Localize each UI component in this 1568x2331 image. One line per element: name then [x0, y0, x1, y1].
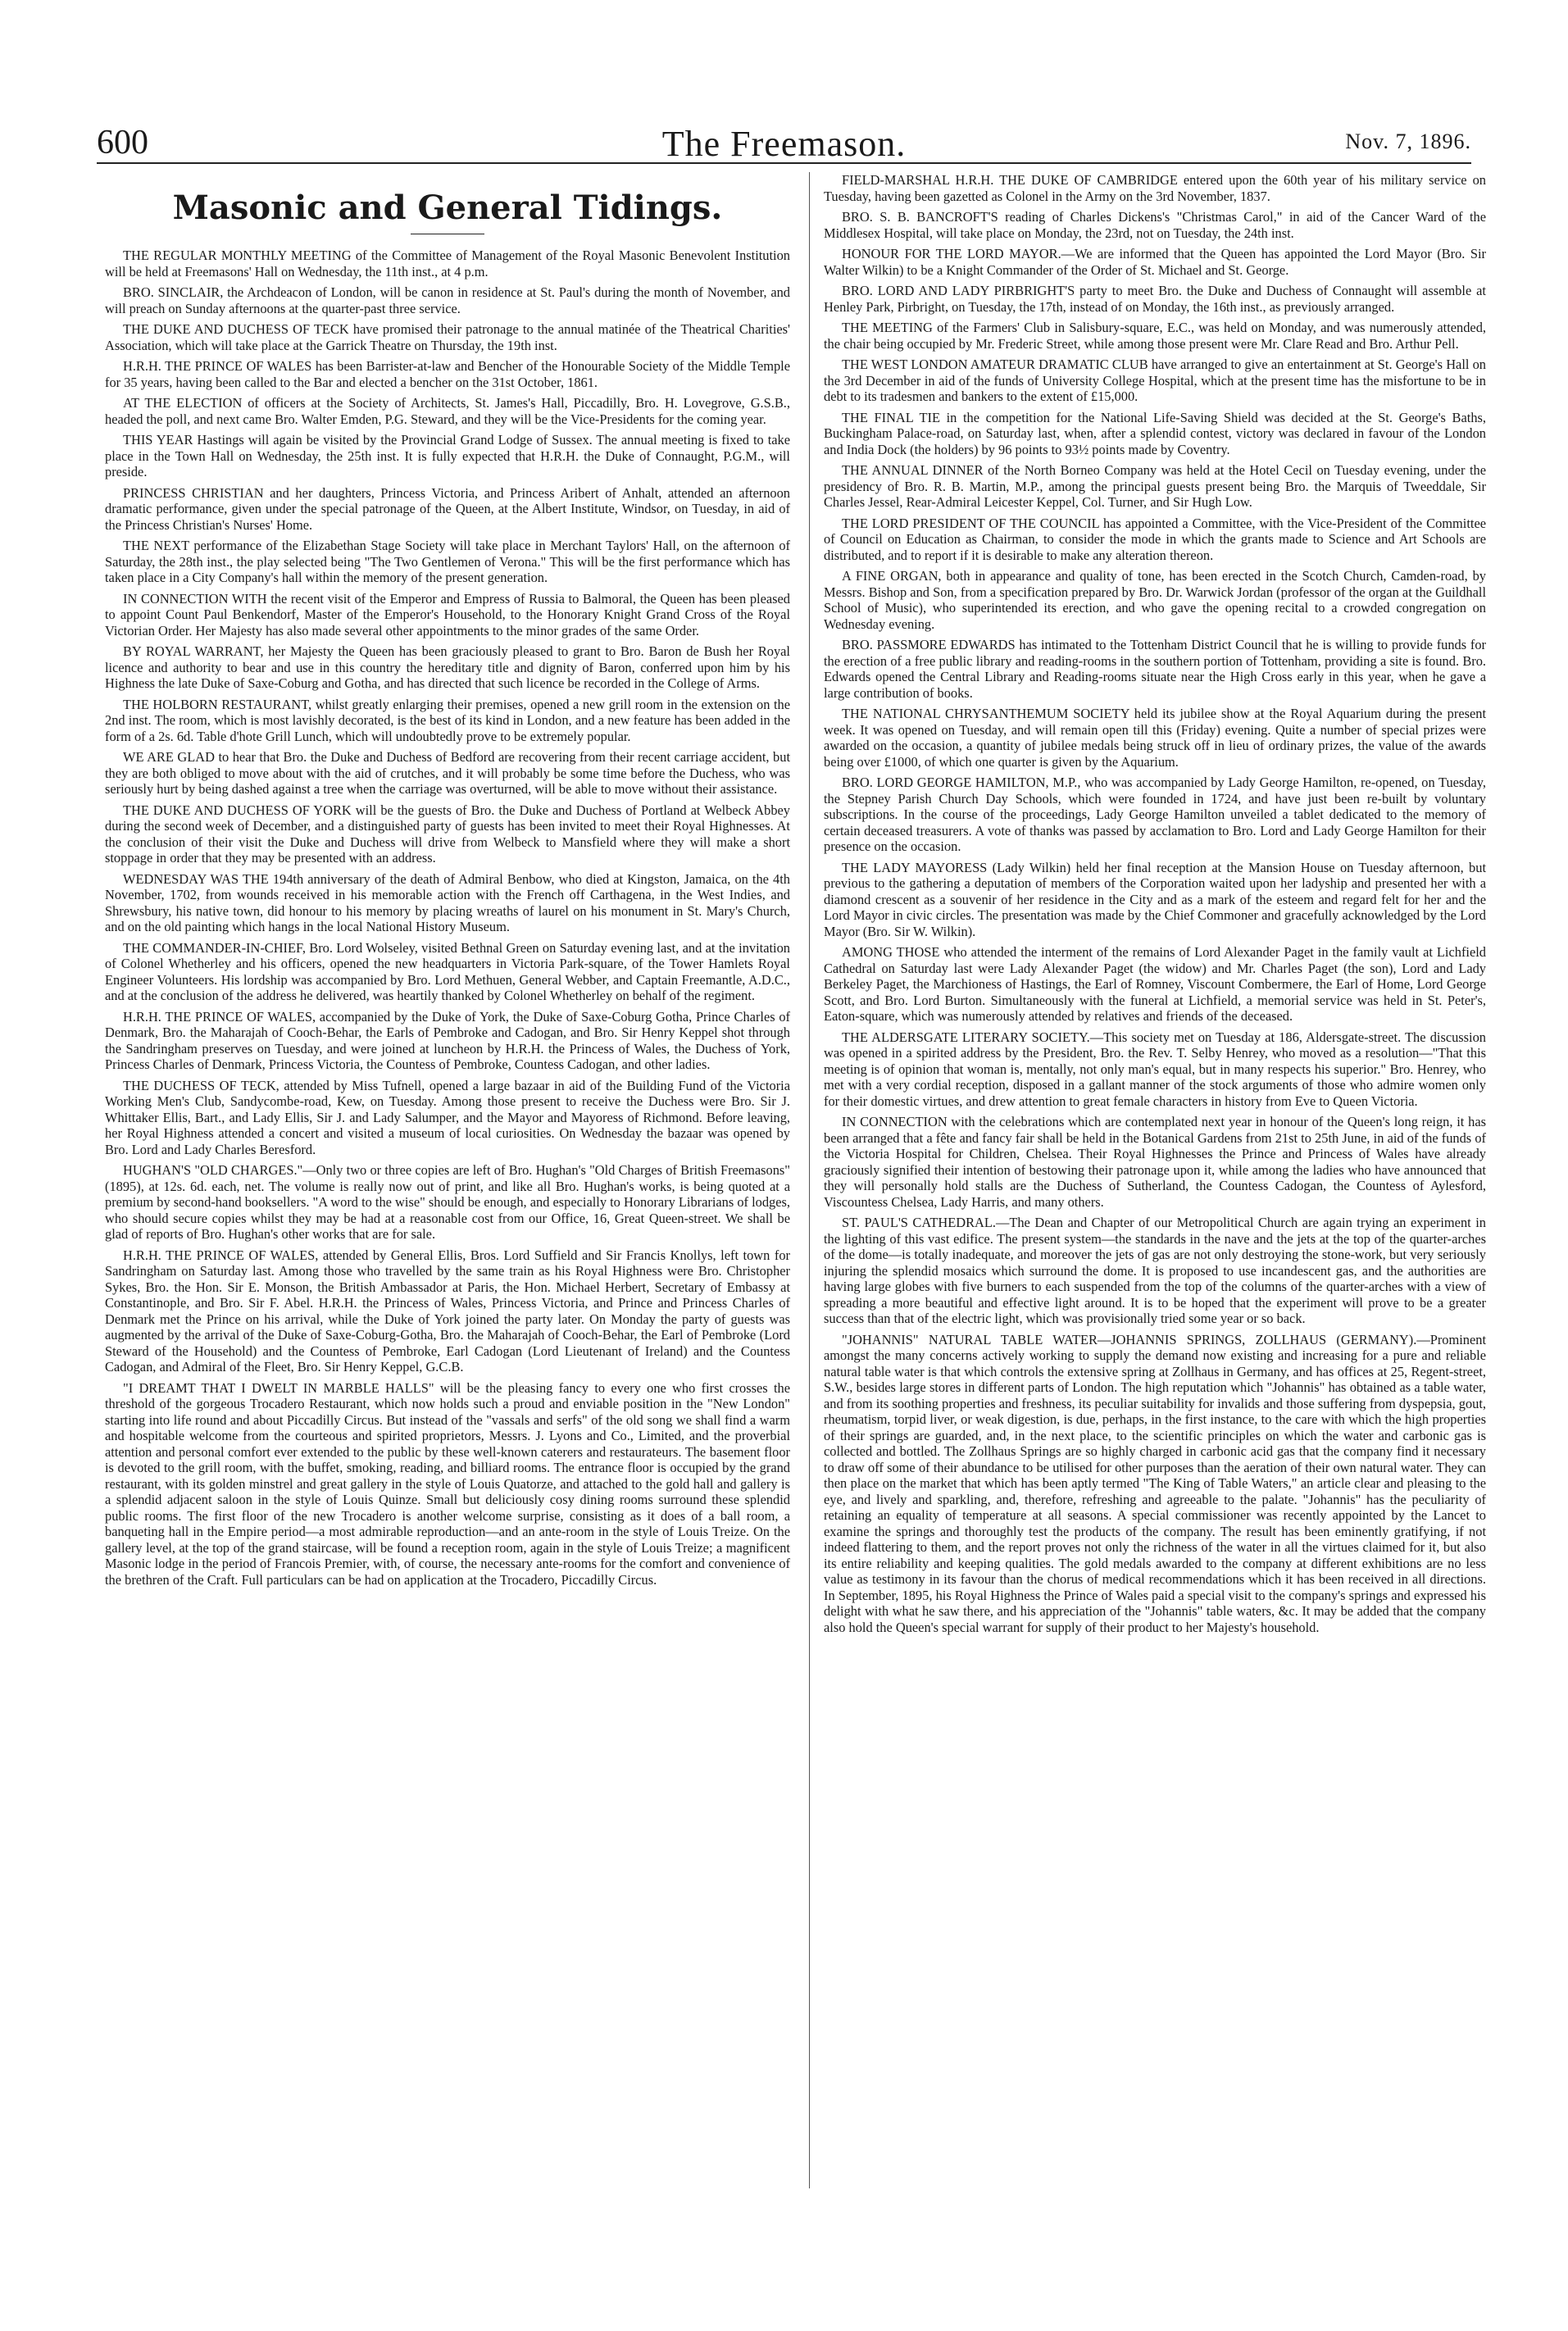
- news-paragraph: THE COMMANDER-IN-CHIEF, Bro. Lord Wolseley, visited Bethnal Green on Saturday evening last, and at the invitation of Colonel Whetherley and his officers, opened the new headquarters in Victoria Park-square, of the Tower Hamlets Royal Engineer Volunteers. His lordship was accompanied by Bro. Lord Methuen, General Webber, and Captain Freemantle, A.D.C., and at the conclusion of the address he delivered, was heartily thanked by Colonel Whetherley on behalf of the regiment.: [105, 939, 790, 1003]
- news-paragraph: THE ALDERSGATE LITERARY SOCIETY.—This society met on Tuesday at 186, Aldersgate-street. The discussion was opened in a spirited address by the President, Bro. the Rev. T. Selby Henrey, who moved as a resolution—"That this meeting is of opinion that woman is, mentally, not only man's equal, but in many respects his superior." Bro. Henrey, who met with a very cordial reception, disposed in a gallant manner of the stock arguments of those who admire women only for their domestic virtues, and drew attention to great female characters in history from Eve to Queen Victoria.: [824, 1029, 1486, 1109]
- news-paragraph: THE WEST LONDON AMATEUR DRAMATIC CLUB have arranged to give an entertainment at St. George's Hall on the 3rd December in aid of the funds of University College Hospital, which at the present time has the misfortune to be in debt to its tradesmen and bankers to the extent of £15,000.: [824, 357, 1486, 404]
- news-paragraph: IN CONNECTION WITH the recent visit of the Emperor and Empress of Russia to Balmoral, the Queen has been pleased to appoint Count Paul Benkendorf, Master of the Emperor's Household, to the Honorary Knight Grand Cross of the Royal Victorian Order. Her Majesty has also made several other appointments to the minor grades of the same Order.: [105, 590, 790, 638]
- news-paragraph: BRO. S. B. BANCROFT'S reading of Charles Dickens's "Christmas Carol," in aid of the Cancer Ward of the Middlesex Hospital, will take place on Monday, the 23rd, not on Tuesday, the 24th inst.: [824, 209, 1486, 241]
- news-paragraph: WEDNESDAY WAS THE 194th anniversary of the death of Admiral Benbow, who died at Kingston, Jamaica, on the 4th November, 1702, from wounds received in his memorable action with the French off Carthagena, in the West Indies, and Shrewsbury, his native town, did honour to his memory by placing wreaths of laurel on his monument in St. Mary's Church, and on the old painting which hangs in the local National History Museum.: [105, 870, 790, 934]
- news-paragraph: THE LADY MAYORESS (Lady Wilkin) held her final reception at the Mansion House on Tuesday afternoon, but previous to the gathering a deputation of members of the Corporation waited upon her ladyship and presented her with a diamond crescent as a souvenir of her residence in the City and as a mark of the esteem and regard felt for her and the Lord Mayor in civic circles. The presentation was made by the Chief Commoner and gracefully acknowledged by the Lord Mayor (Bro. Sir W. Wilkin).: [824, 859, 1486, 939]
- news-paragraph: HONOUR FOR THE LORD MAYOR.—We are informed that the Queen has appointed the Lord Mayor (Bro. Sir Walter Wilkin) to be a Knight Commander of the Order of St. Michael and St. George.: [824, 246, 1486, 278]
- news-paragraph: THE ANNUAL DINNER of the North Borneo Company was held at the Hotel Cecil on Tuesday evening, under the presidency of Bro. R. B. Martin, M.P., among the principal guests present being Bro. the Marquis of Tweeddale, Sir Charles Jessel, Rear-Admiral Leicester Keppel, Col. Turner, and Sir Hugh Low.: [824, 462, 1486, 510]
- news-paragraph: THE FINAL TIE in the competition for the National Life-Saving Shield was decided at the St. George's Baths, Buckingham Palace-road, on Saturday last, when, after a splendid contest, victory was declared in favour of the London and India Dock (the holders) by 96 points to 93½ points made by Coventry.: [824, 409, 1486, 457]
- news-paragraph: ST. PAUL'S CATHEDRAL.—The Dean and Chapter of our Metropolitical Church are again trying an experiment in the lighting of this vast edifice. The present system—the standards in the nave and the jets at the top of the quarter-arches of the dome—is totally inadequate, and moreover the jets of gas are not only destroying the stone-work, but very seriously injuring the splendid mosaics which surround the dome. It is proposed to use incandescent gas, and the authorities are having large globes with five burners to each suspended from the top of the columns of the quarter-arches with a view of spreading a more beautiful and effective light around. It is to be hoped that the experiment will prove to be a greater success than that of the electric light, which was provisionally tried some year or so back.: [824, 1215, 1486, 1326]
- news-paragraph: BRO. LORD AND LADY PIRBRIGHT'S party to meet Bro. the Duke and Duchess of Connaught will assemble at Henley Park, Pirbright, on Tuesday, the 17th, instead of on Monday, the 16th inst., as previously arranged.: [824, 283, 1486, 315]
- news-paragraph: FIELD-MARSHAL H.R.H. THE DUKE OF CAMBRIDGE entered upon the 60th year of his military service on Tuesday, having been gazetted as Colonel in the Army on the 3rd November, 1837.: [824, 172, 1486, 204]
- news-paragraph: THE MEETING of the Farmers' Club in Salisbury-square, E.C., was held on Monday, and was numerously attended, the chair being occupied by Mr. Frederic Street, while among those present were Mr. Clare Read and Bro. Arthur Pell.: [824, 320, 1486, 352]
- news-paragraph: THE LORD PRESIDENT OF THE COUNCIL has appointed a Committee, with the Vice-President of the Committee of Council on Education as Chairman, to consider the mode in which the grants made to Science and Art Schools are distributed, and to report if it is desirable to make any alteration thereon.: [824, 515, 1486, 563]
- news-paragraph: PRINCESS CHRISTIAN and her daughters, Princess Victoria, and Princess Aribert of Anhalt, attended an afternoon dramatic performance, given under the special patronage of the Queen, at the Albert Institute, Windsor, on Tuesday, in aid of the Princess Christian's Nurses' Home.: [105, 484, 790, 533]
- news-paragraph: BY ROYAL WARRANT, her Majesty the Queen has been graciously pleased to grant to Bro. Baron de Bush her Royal licence and authority to bear and use in this country the hereditary title and dignity of Baron, conferred upon him by his Highness the late Duke of Saxe-Coburg and Gotha, and has directed that such licence be recorded in the College of Arms.: [105, 643, 790, 691]
- news-paragraph: BRO. LORD GEORGE HAMILTON, M.P., who was accompanied by Lady George Hamilton, re-opened, on Tuesday, the Stepney Parish Church Day Schools, which were founded in 1724, and have just been re-built by voluntary subscriptions. In the course of the proceedings, Lady George Hamilton unveiled a tablet dedicated to the memory of certain deceased treasurers. A vote of thanks was passed by acclamation to Bro. Lord and Lady George Hamilton for their presence on the occasion.: [824, 775, 1486, 854]
- news-paragraph: HUGHAN'S "OLD CHARGES."—Only two or three copies are left of Bro. Hughan's "Old Charges of British Freemasons" (1895), at 12s. 6d. each, net. The volume is really now out of print, and like all Bro. Hughan's works, is being quoted at a premium by second-hand booksellers. "A word to the wise" should be enough, and especially to Honorary Librarians of lodges, who should secure copies whilst they may be had at a reasonable cost from our Office, 16, Great Queen-street. We shall be glad of reports of Bro. Hughan's other works that are for sale.: [105, 1162, 790, 1242]
- news-paragraph: A FINE ORGAN, both in appearance and quality of tone, has been erected in the Scotch Church, Camden-road, by Messrs. Bishop and Son, from a specification prepared by Bro. Dr. Warwick Jordan (professor of the organ at the Guildhall School of Music), who superintended its erection, and who gave the opening recital to a crowded congregation on Wednesday evening.: [824, 568, 1486, 632]
- news-paragraph: THIS YEAR Hastings will again be visited by the Provincial Grand Lodge of Sussex. The annual meeting is fixed to take place in the Town Hall on Wednesday, the 25th inst. It is fully expected that H.R.H. the Duke of Connaught, P.G.M., will preside.: [105, 432, 790, 479]
- header-rule: [97, 162, 1471, 164]
- news-paragraph: AMONG THOSE who attended the interment of the remains of Lord Alexander Paget in the family vault at Lichfield Cathedral on Saturday last were Lady Alexander Paget (the widow) and Mr. Charles Paget (the son), Lord and Lady Berkeley Paget, the Marchioness of Hastings, the Earl of Romney, Viscount Combermere, the Earl of Home, Lord George Scott, and Bro. Lord Burton. Simultaneously with the funeral at Lichfield, a memorial service was held in St. Peter's, Eaton-square, which was numerously attended by relatives and friends of the deceased.: [824, 944, 1486, 1024]
- news-paragraph: WE ARE GLAD to hear that Bro. the Duke and Duchess of Bedford are recovering from their recent carriage accident, but they are both obliged to move about with the aid of crutches, and it will probably be some time before the Duchess, who was seriously hurt by being dashed against a tree when the carriage was overturned, will be able to move without their assistance.: [105, 749, 790, 797]
- news-paragraph: BRO. SINCLAIR, the Archdeacon of London, will be canon in residence at St. Paul's during the month of November, and will preach on Sunday afternoons at the quarter-past three service.: [105, 284, 790, 316]
- news-paragraph: BRO. PASSMORE EDWARDS has intimated to the Tottenham District Council that he is willing to provide funds for the erection of a free public library and reading-rooms in the southern portion of Tottenham, providing a site is found. Bro. Edwards opened the Central Library and Reading-rooms situate near the High Cross early in this year, when he gave a large contribution of books.: [824, 637, 1486, 701]
- column-divider: [809, 172, 810, 2188]
- page-number: 600: [97, 124, 148, 161]
- news-paragraph: THE REGULAR MONTHLY MEETING of the Committee of Management of the Royal Masonic Benevolent Institution will be held at Freemasons' Hall on Wednesday, the 11th inst., at 4 p.m.: [105, 248, 790, 279]
- news-paragraph: THE DUCHESS OF TECK, attended by Miss Tufnell, opened a large bazaar in aid of the Building Fund of the Victoria Working Men's Club, Sandycombe-road, Kew, on Tuesday. Among those present to receive the Duchess were Bro. Sir J. Whittaker Ellis, Bart., and Lady Ellis, Sir J. and Lady Salumper, and the Mayor and Mayoress of Richmond. Before leaving, her Royal Highness attended a concert and visited a museum of local curiosities. On Wednesday the bazaar was opened by Bro. Lord and Lady Charles Beresford.: [105, 1077, 790, 1157]
- section-heading: Masonic and General Tidings.: [172, 189, 723, 227]
- left-column: [105, 172, 790, 1593]
- news-paragraph: "JOHANNIS" NATURAL TABLE WATER—JOHANNIS SPRINGS, ZOLLHAUS (GERMANY).—Prominent amongst the many concerns actively working to supply the demand now existing and increasing for a pure and reliable natural table water is that which controls the extensive spring at Zollhaus in Germany, and has offices at 25, Regent-street, S.W., besides large stores in different parts of London. The high reputation which "Johannis" has obtained as a table water, and from its soothing properties and freshness, its peculiar suitability for invalids and those suffering from dyspepsia, gout, rheumatism, torpid liver, or weak digestion, is due, perhaps, in the first instance, to the care with which the high properties of their springs are guarded, and, in the next place, to the scientific principles on which the water and carbonic gas is collected and bottled. The Zollhaus Springs are so highly charged in carbonic acid gas that the company find it necessary to draw off some of their abundance to be utilised for other purposes than the aeration of their own natural water. They can then place on the market that which has been aptly termed "The King of Table Waters," an article clear and pleasing to the eye, and lively and sparkling, and, therefore, refreshing and agreeable to the palate. "Johannis" has the peculiarity of retaining an equality of temperature at all seasons. A special commissioner was recently appointed by the Lancet to examine the springs and thoroughly test the products of the company. The result has been eminently gratifying, if not indeed flattering to them, and the report proves not only the richness of the water in all the virtues claimed for it, but also its entire reliability and keeping qualities. The gold medals awarded to the company at different exhibitions are no less value as testimony in its favour than the chorus of medical recommendations which it has been received in all directions. In September, 1895, his Royal Highness the Prince of Wales paid a special visit to the company's springs and expressed his delight with what he saw there, and his appreciation of the "Johannis" table waters, &c. It may be added that the company also hold the Queen's special warrant for supply of their product to her Majesty's household.: [824, 1331, 1486, 1635]
- news-paragraph: THE NATIONAL CHRYSANTHEMUM SOCIETY held its jubilee show at the Royal Aquarium during the present week. It was opened on Tuesday, and will remain open till this (Friday) evening. Quite a number of special prizes were awarded on the occasion, a quantity of jubilee medals being struck off in lieu of ordinary prizes, the value of the awards being over £1000, of which one quarter is given by the Aquarium.: [824, 706, 1486, 770]
- news-paragraph: THE HOLBORN RESTAURANT, whilst greatly enlarging their premises, opened a new grill room in the extension on the 2nd inst. The room, which is most lavishly decorated, is the best of its kind in London, and a new feature has been added in the form of a 2s. 6d. Table d'hote Grill Lunch, which will undoubtedly prove to be extremely popular.: [105, 696, 790, 744]
- page-header: [97, 123, 1471, 162]
- news-paragraph: THE DUKE AND DUCHESS OF TECK have promised their patronage to the annual matinée of the Theatrical Charities' Association, which will take place at the Garrick Theatre on Thursday, the 19th inst.: [105, 321, 790, 353]
- news-paragraph: H.R.H. THE PRINCE OF WALES, accompanied by the Duke of York, the Duke of Saxe-Coburg Gotha, Prince Charles of Denmark, Bro. the Maharajah of Cooch-Behar, the Earls of Pembroke and Cadogan, and Bro. Sir Henry Keppel shot through the Sandringham preserves on Tuesday, and were joined at luncheon by H.R.H. the Princess of Wales, the Duchess of York, Princess Charles of Denmark, Princess Victoria, the Countess of Pembroke, Countess Cadogan, and other ladies.: [105, 1008, 790, 1072]
- news-paragraph: AT THE ELECTION of officers at the Society of Architects, St. James's Hall, Piccadilly, Bro. H. Lovegrove, G.S.B., headed the poll, and next came Bro. Walter Emden, P.G. Steward, and they will be the Vice-Presidents for the coming year.: [105, 395, 790, 427]
- news-paragraph: H.R.H. THE PRINCE OF WALES, attended by General Ellis, Bros. Lord Suffield and Sir Francis Knollys, left town for Sandringham on Saturday last. Among those who travelled by the same train as his Royal Highness were Bro. Christopher Sykes, Bro. the Hon. Sir E. Monson, the British Ambassador at Paris, the Hon. Michael Herbert, Secretary of Embassy at Constantinople, and Bro. Sir F. Abel. H.R.H. the Princess of Wales, Princess Victoria, and Prince and Princess Charles of Denmark met the Prince on his arrival, while the Duke of York joined the party later. On Monday the party of guests was augmented by the arrival of the Duke of Saxe-Coburg-Gotha, Bro. the Maharajah of Cooch-Behar, the Earl of Pembroke (Lord Steward of the Household) and the Countess of Pembroke, Earl Cadogan (Lord Lieutenant of Ireland) and the Countess Cadogan, and Admiral of the Fleet, Bro. Sir Henry Keppel, G.C.B.: [105, 1247, 790, 1375]
- issue-date: Nov. 7, 1896.: [1345, 130, 1471, 153]
- news-paragraph: H.R.H. THE PRINCE OF WALES has been Barrister-at-law and Bencher of the Honourable Society of the Middle Temple for 35 years, having been called to the Bar and elected a bencher on the 31st October, 1861.: [105, 358, 790, 390]
- news-paragraph: THE DUKE AND DUCHESS OF YORK will be the guests of Bro. the Duke and Duchess of Portland at Welbeck Abbey during the second week of December, and a distinguished party of guests has been invited to meet their Royal Highnesses. At the conclusion of their visit the Duke and Duchess will drive from Welbeck to Mansfield where they will make a short stoppage in order that they may be presented with an address.: [105, 802, 790, 866]
- masthead-title: The Freemason.: [661, 124, 907, 164]
- news-paragraph: "I DREAMT THAT I DWELT IN MARBLE HALLS" will be the pleasing fancy to every one who first crosses the threshold of the gorgeous Trocadero Restaurant, which now holds such a proud and enviable position in the "New London" starting into life round and about Piccadilly Circus. But instead of the "vassals and serfs" of the old song we shall find a warm and hospitable welcome from the courteous and spirited proprietors, Messrs. J. Lyons and Co., Limited, and the proverbial attention and personal comfort ever extended to the public by these well-known caterers and restaurateurs. The basement floor is devoted to the grill room, with the buffet, smoking, reading, and billiard rooms. The entrance floor is occupied by the grand restaurant, with its golden minstrel and great gallery in the style of Louis Quatorze, and attached to the gold hall and gallery is a splendid adjacent saloon in the style of Louis Quinze. Small but deliciously cosy dining rooms surround these splendid public rooms. The first floor of the new Trocadero is another welcome surprise, consisting as it does of a ball room, a banqueting hall in the Empire period—a most admirable reproduction—and an ante-room in the style of Louis Treize. On the gallery level, at the top of the grand staircase, will be found a reception room, again in the style of Louis Treize; a magnificent Masonic lodge in the period of Francois Premier, with, of course, the necessary ante-rooms for the comfort and convenience of the brethren of the Craft. Full particulars can be had on application at the Trocadero, Piccadilly Circus.: [105, 1379, 790, 1588]
- news-paragraph: IN CONNECTION with the celebrations which are contemplated next year in honour of the Queen's long reign, it has been arranged that a fête and fancy fair shall be held in the Botanical Gardens from 21st to 25th June, in aid of the funds of the Victoria Hospital for Children, Chelsea. Their Royal Highnesses the Prince and Princess of Wales have already graciously signified their intention of bestowing their patronage upon it, while among the ladies who have announced that they will personally hold stalls are the Duchess of Sutherland, the Countess Cadogan, the Countess of Aylesford, Viscountess Chelsea, Lady Harris, and many others.: [824, 1114, 1486, 1210]
- news-paragraph: THE NEXT performance of the Elizabethan Stage Society will take place in Merchant Taylors' Hall, on the afternoon of Saturday, the 28th inst., the play selected being "The Two Gentlemen of Verona." This will be the first performance which has taken place in a City Company's hall within the memory of the present generation.: [105, 538, 790, 585]
- right-column: [824, 172, 1486, 1640]
